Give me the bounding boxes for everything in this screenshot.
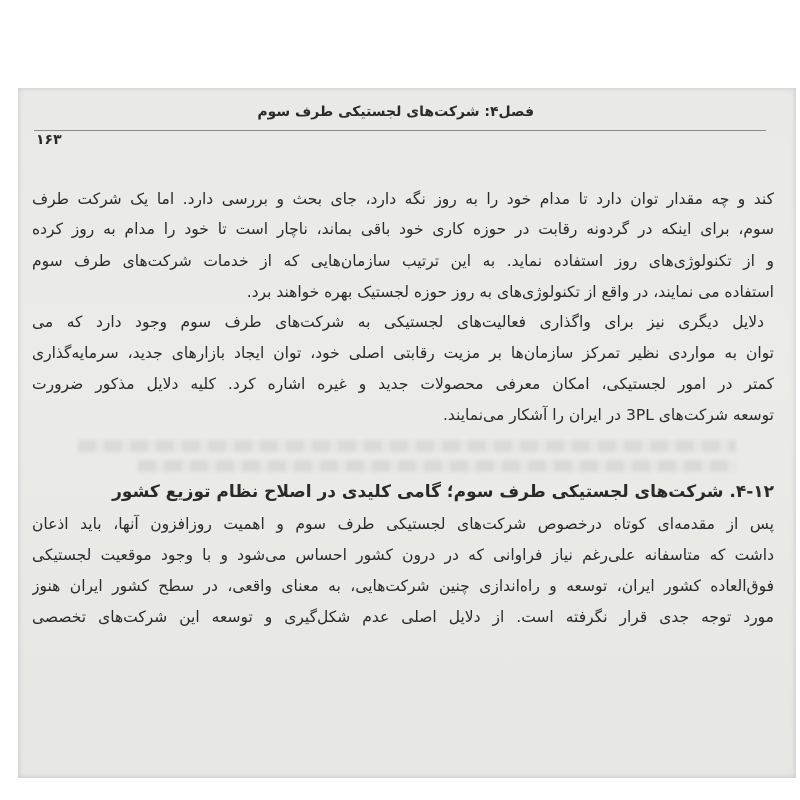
running-head: فصل۴: شرکت‌های لجستیکی طرف سوم [257,104,534,120]
page-number: ۱۶۳ [36,132,62,148]
bleed-through-mark [138,460,736,472]
paragraph-3-line-1: پس از مقدمه‌ای کوتاه درخصوص شرکت‌های لجستیکی طرف سوم و اهمیت روزافزون آنها، باید اذعان [32,515,774,533]
paragraph-1-line-3: و از تکنولوژی‌های روز استفاده نماید. به این ترتیب سازمان‌هایی که از خدمات شرکت‌های طرف سوم [32,252,774,270]
paragraph-1-line-1: کند و چه مقدار توان دارد تا مدام خود را به روز نگه دارد، جای بحث و بررسی دارد. اما یک شرکت طرف [32,190,774,208]
paragraph-3-line-3: فوق‌العاده کشور ایران، توسعه و راه‌اندازی چنین شرکت‌هایی، به معنای واقعی، در سطح کشور ایران هنوز [32,577,774,595]
paragraph-2-line-1: دلایل دیگری نیز برای واگذاری فعالیت‌های لجستیکی به شرکت‌های طرف سوم وجود دارد که می [32,313,764,331]
paragraph-1-line-4: استفاده می نمایند، در واقع از تکنولوژی‌های به روز حوزه لجستیک بهره خواهند برد. [246,283,774,301]
paragraph-3-line-4: مورد توجه جدی قرار نگرفته است. از دلایل اصلی عدم شکل‌گیری و توسعه این شرکت‌های تخصصی [32,608,774,626]
paragraph-2-line-2: توان به مواردی نظیر تمرکز سازمان‌ها بر مزیت رقابتی اصلی خود، توان ایجاد بازارهای جدید، سرمایه‌گذاری [32,344,774,362]
paragraph-2-line-4: توسعه شرکت‌های 3PL در ایران را آشکار می‌نمایند. [443,406,774,424]
paragraph-1-line-2: سوم، برای اینکه در گردونه رقابت در حوزه کاری خود باقی بماند، ناچار است تا خود را مدام به روز کرده [32,220,774,238]
book-page [18,88,796,778]
header-rule [34,130,766,131]
paragraph-3-line-2: داشت که متاسفانه علی‌رغم نیاز فراوانی که در درون کشور احساس می‌شود و با وجود موقعیت لجستیکی [32,546,774,564]
bleed-through-mark [78,440,736,452]
paragraph-2-line-3: کمتر در امور لجستیکی، امکان معرفی محصولات جدید و غیره اشاره کرد. کلیه دلایل مذکور ضرورت [32,375,774,393]
section-heading: ۴-۱۲. شرکت‌های لجستیکی طرف سوم؛ گامی کلیدی در اصلاح نظام توزیع کشور [112,482,774,502]
